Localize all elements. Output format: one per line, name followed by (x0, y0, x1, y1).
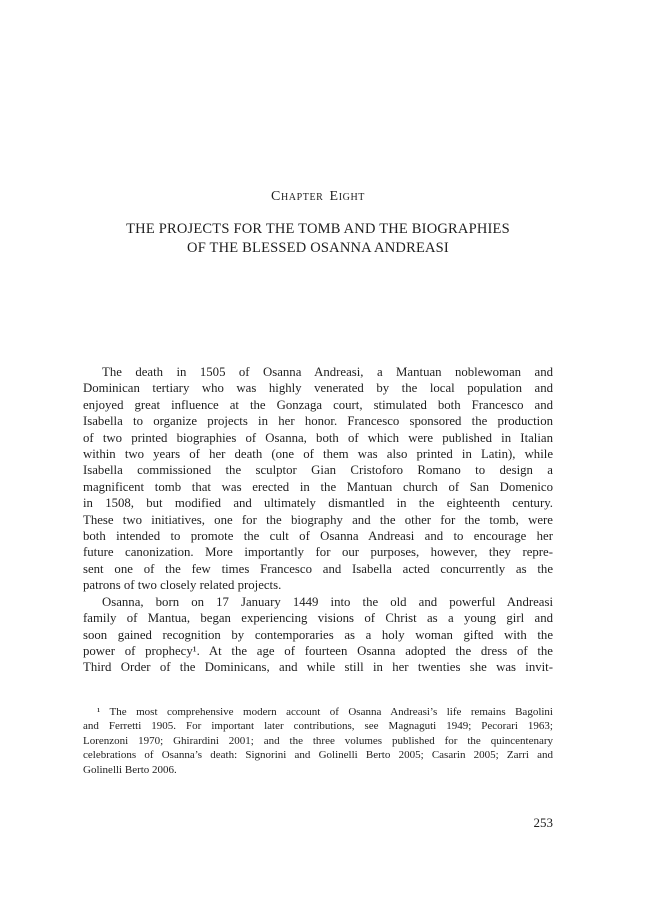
text-line: magnificent tomb that was erected in the Mantuan church of San Domenico (83, 479, 553, 494)
text-line: These two initiatives, one for the biography and the other for the tomb, were (83, 512, 553, 527)
chapter-title-line-1: THE PROJECTS FOR THE TOMB AND THE BIOGRAPHIES (126, 221, 510, 237)
footnote-line: Golinelli Berto 2006. (83, 763, 177, 776)
chapter-heading: Chapter Eight (271, 189, 365, 204)
text-line: Isabella commissioned the sculptor Gian Cristoforo Romano to design a (83, 463, 553, 478)
footnote-line: Lorenzoni 1970; Ghirardini 2001; and the three volumes published for the quincentenary (83, 734, 553, 747)
page-number: 253 (533, 815, 553, 830)
footnote-line: ¹ The most comprehensive modern account of Osanna Andreasi’s life remains Bagolini (97, 706, 553, 718)
chapter-title-line-2: OF THE BLESSED OSANNA ANDREASI (187, 240, 449, 256)
text-line: of two printed biographies of Osanna, both of which were published in Italian (83, 430, 553, 445)
text-line: family of Mantua, began experiencing visions of Christ as a young girl and (83, 611, 553, 626)
text-line: Third Order of the Dominicans, and while still in her twenties she was invit- (83, 660, 553, 675)
text-line: enjoyed great influence at the Gonzaga court, stimulated both Francesco and (83, 397, 553, 412)
text-line: soon gained recognition by contemporaries as a holy woman gifted with the (83, 627, 553, 642)
text-line: both intended to promote the cult of Osanna Andreasi and to encourage her (83, 529, 553, 544)
text-line: Isabella to organize projects in her honor. Francesco sponsored the production (83, 414, 553, 429)
paragraph-1 (83, 364, 553, 594)
paragraph-2 (83, 594, 553, 676)
footnote-line: celebrations of Osanna’s death: Signorini and Golinelli Berto 2005; Casarin 2005; Zarri and (83, 749, 553, 762)
text-line: future canonization. More importantly for our purposes, however, they repre- (83, 545, 553, 560)
text-line: Osanna, born on 17 January 1449 into the old and powerful Andreasi (102, 594, 553, 609)
text-line: sent one of the few times Francesco and Isabella acted concurrently as the (83, 561, 553, 576)
footnote (83, 705, 553, 777)
text-line: The death in 1505 of Osanna Andreasi, a Mantuan noblewoman and (102, 365, 553, 379)
footnote-line: and Ferretti 1905. For important later contributions, see Magnaguti 1949; Pecorari 1963; (83, 720, 553, 733)
text-line: Dominican tertiary who was highly venerated by the local population and (83, 381, 553, 396)
body-text (83, 364, 553, 676)
text-line: within two years of her death (one of them was also printed in Latin), while (83, 447, 553, 462)
chapter-title (83, 220, 553, 258)
text-line: power of prophecy¹. At the age of fourteen Osanna adopted the dress of the (83, 643, 553, 658)
text-line: patrons of two closely related projects. (83, 578, 282, 593)
text-line: in 1508, but modified and ultimately dismantled in the eighteenth century. (83, 496, 553, 511)
